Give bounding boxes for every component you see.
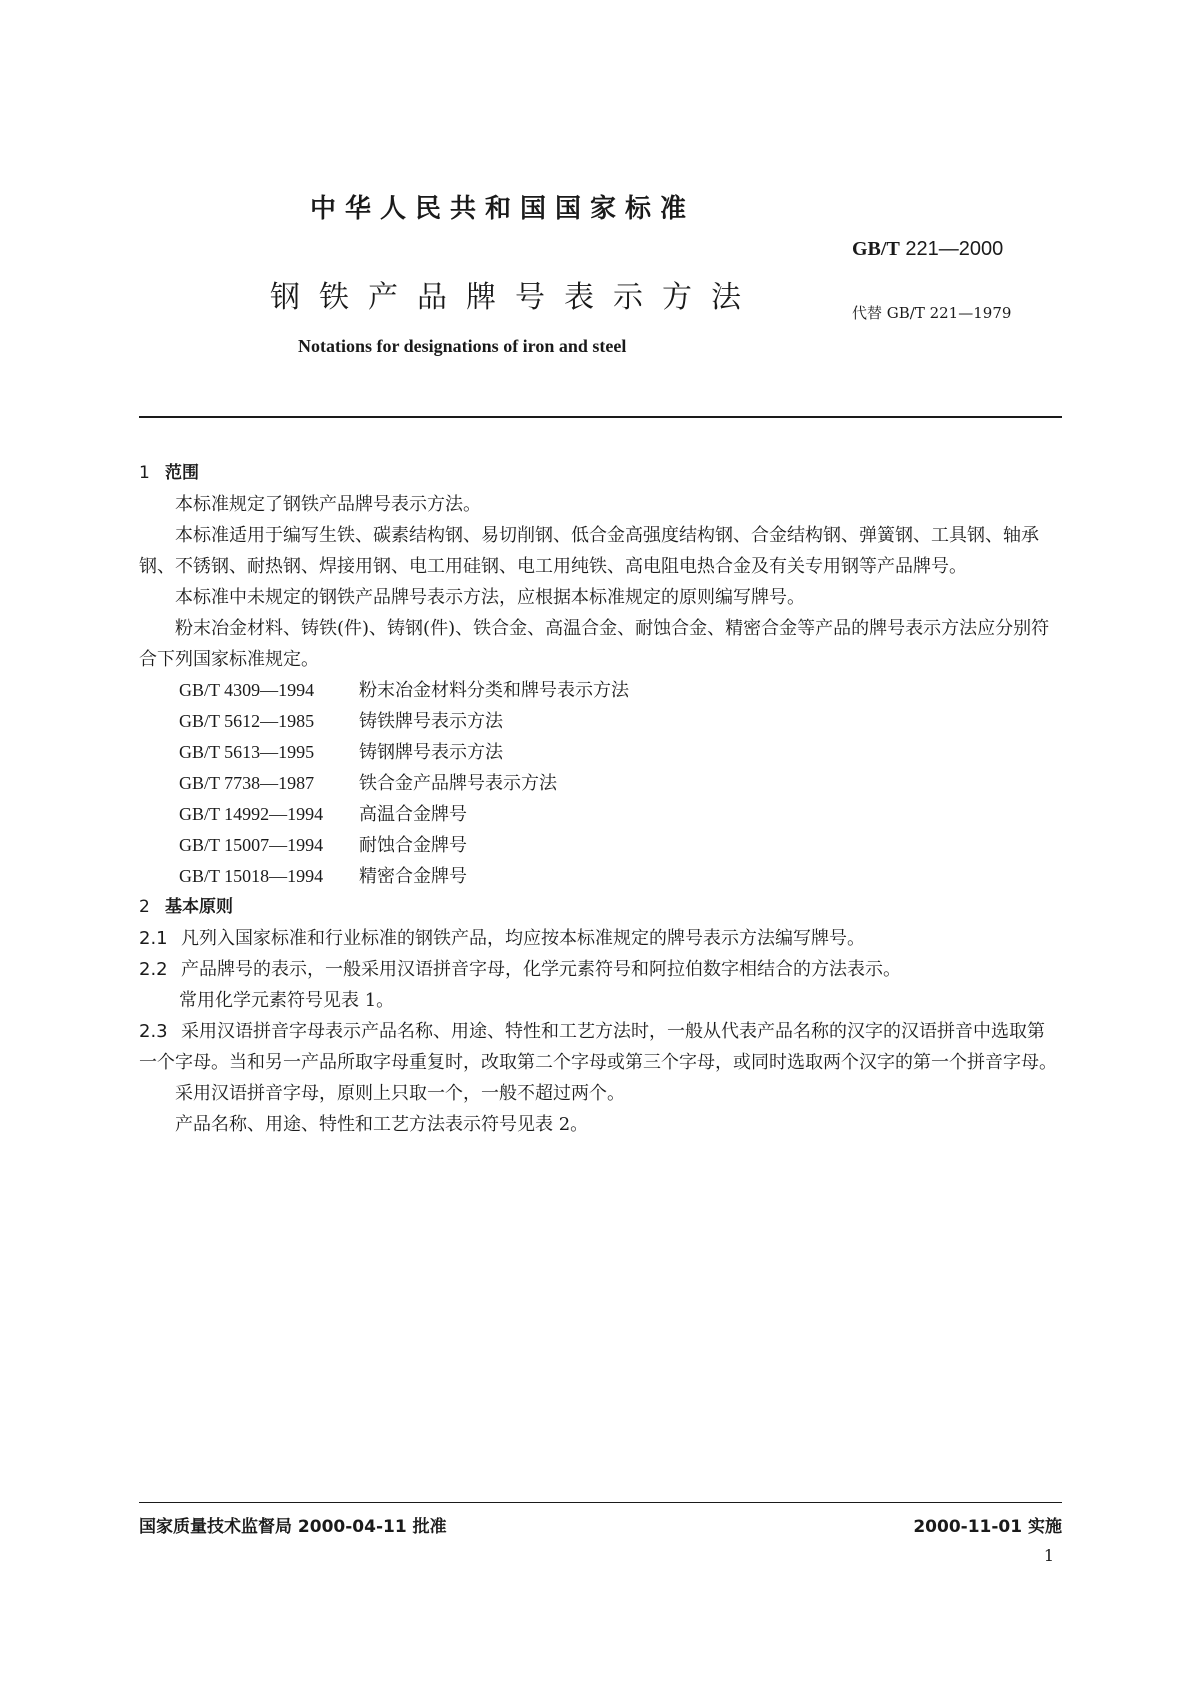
clause-text: 采用汉语拼音字母表示产品名称、用途、特性和工艺方法时，一般从代表产品名称的汉字的汉语拼音中选取第一个字母。当和另一产品所取字母重复时，改取第二个字母或第三个字母，或同时选取两个汉字的第一个拼音字母。 xyxy=(139,1021,1057,1073)
section-2-heading xyxy=(139,892,1062,923)
replaces-standard: 代替 GB/T 221—1979 xyxy=(852,304,1012,322)
standard-prefix: GB/T xyxy=(852,238,900,260)
document-title: 钢铁产品牌号表示方法 xyxy=(270,280,760,315)
clause-text: 凡列入国家标准和行业标准的钢铁产品，均应按本标准规定的牌号表示方法编写牌号。 xyxy=(181,928,865,949)
standard-reference-name: 铁合金产品牌号表示方法 xyxy=(359,773,557,794)
clause-2-3 xyxy=(139,1016,1062,1078)
clause-number: 2.3 xyxy=(139,1021,168,1042)
paragraph: 产品名称、用途、特性和工艺方法表示符号见表 2。 xyxy=(175,1114,589,1135)
clause-continuation: 常用化学元素符号见表 1。 xyxy=(179,990,395,1011)
standard-reference-name: 铸铁牌号表示方法 xyxy=(359,711,503,732)
standard-reference-name: 粉末冶金材料分类和牌号表示方法 xyxy=(359,680,629,701)
standard-reference xyxy=(139,737,1062,768)
standard-reference xyxy=(139,830,1062,861)
standard-reference-name: 铸钢牌号表示方法 xyxy=(359,742,503,763)
standard-reference-code: GB/T 15018—1994 xyxy=(179,866,324,886)
standard-reference-code: GB/T 4309—1994 xyxy=(179,680,315,700)
section-number: 1 xyxy=(139,463,150,483)
standard-reference xyxy=(139,706,1062,737)
standard-reference-code: GB/T 15007—1994 xyxy=(179,835,324,855)
standard-code xyxy=(852,238,1003,261)
standard-reference-name: 高温合金牌号 xyxy=(359,804,467,825)
standard-reference-code: GB/T 14992—1994 xyxy=(179,804,324,824)
standard-reference-name: 精密合金牌号 xyxy=(359,866,467,887)
section-1-heading xyxy=(139,458,1062,489)
clause-number: 2.2 xyxy=(139,959,168,980)
paragraph: 本标准规定了钢铁产品牌号表示方法。 xyxy=(175,494,481,515)
standard-reference-code: GB/T 5612—1985 xyxy=(179,711,315,731)
standard-reference-code: GB/T 7738—1987 xyxy=(179,773,315,793)
english-title: Notations for designations of iron and steel xyxy=(298,336,627,356)
clause-number: 2.1 xyxy=(139,928,168,949)
document-body xyxy=(139,458,1062,1140)
national-standard-heading: 中华人民共和国国家标准 xyxy=(310,194,696,224)
paragraph: 本标准适用于编写生铁、碳素结构钢、易切削钢、低合金高强度结构钢、合金结构钢、弹簧钢、工具钢、轴承钢、不锈钢、耐热钢、焊接用钢、电工用硅钢、电工用纯铁、高电阻电热合金及有关专用钢等产品牌号。 xyxy=(139,525,1039,577)
clause-2-2 xyxy=(139,954,1062,985)
section-number: 2 xyxy=(139,897,150,917)
standard-reference xyxy=(139,675,1062,706)
standard-reference-code: GB/T 5613—1995 xyxy=(179,742,315,762)
paragraph: 粉末冶金材料、铸铁(件)、铸钢(件)、铁合金、高温合金、耐蚀合金、精密合金等产品的牌号表示方法应分别符合下列国家标准规定。 xyxy=(139,618,1050,670)
standard-number: 221—2000 xyxy=(905,238,1004,260)
standard-reference xyxy=(139,768,1062,799)
approval-info: 国家质量技术监督局 2000-04-11 批准 xyxy=(139,1517,447,1537)
section-title: 基本原则 xyxy=(165,897,233,917)
footer-divider xyxy=(139,1502,1062,1503)
header-divider xyxy=(139,416,1062,418)
page-number: 1 xyxy=(1043,1546,1054,1565)
clause-2-1 xyxy=(139,923,1062,954)
effective-date: 2000-11-01 实施 xyxy=(913,1517,1062,1537)
section-title: 范围 xyxy=(165,463,199,483)
standard-reference xyxy=(139,861,1062,892)
clause-text: 产品牌号的表示，一般采用汉语拼音字母，化学元素符号和阿拉伯数字相结合的方法表示。 xyxy=(181,959,901,980)
paragraph: 采用汉语拼音字母，原则上只取一个，一般不超过两个。 xyxy=(175,1083,625,1104)
standard-reference-name: 耐蚀合金牌号 xyxy=(359,835,467,856)
standard-reference xyxy=(139,799,1062,830)
paragraph: 本标准中未规定的钢铁产品牌号表示方法，应根据本标准规定的原则编写牌号。 xyxy=(175,587,805,608)
